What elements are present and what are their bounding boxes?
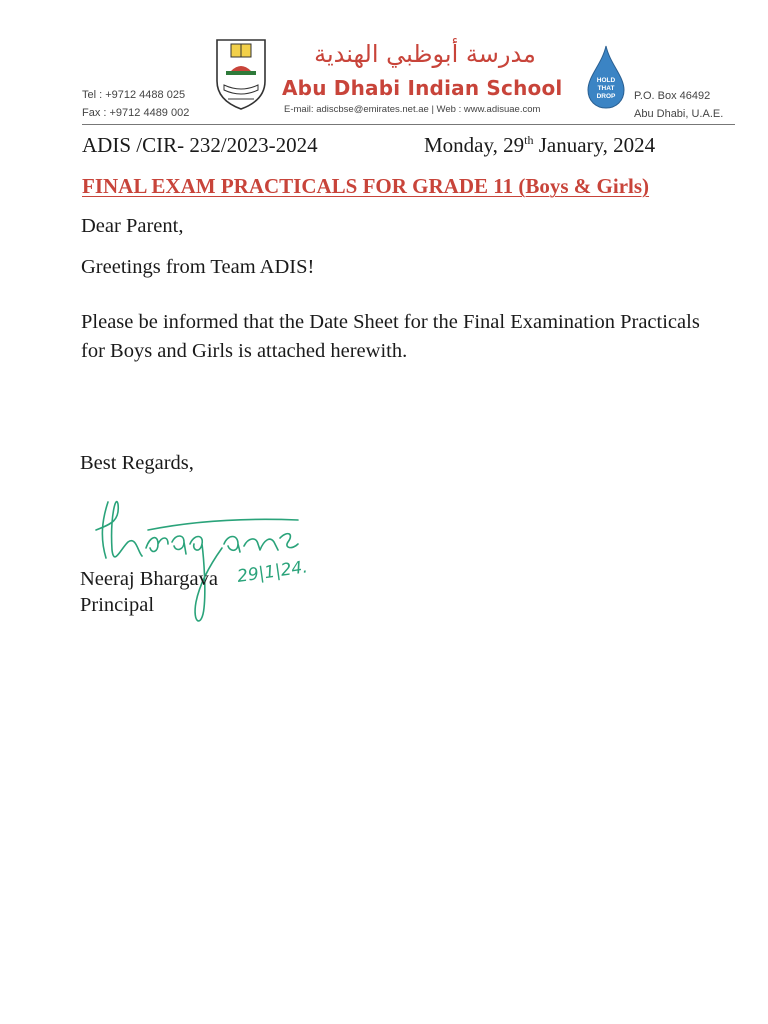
body-paragraph: Please be informed that the Date Sheet for the Final Examination Practicals for Boys and Girls is attached herewith.	[81, 311, 700, 362]
closing: Best Regards,	[80, 452, 194, 474]
header-divider	[82, 124, 735, 125]
salutation: Dear Parent,	[81, 215, 184, 237]
school-name-arabic: مدرسة أبوظبي الهندية	[314, 40, 536, 68]
date-rest: January, 2024	[533, 133, 656, 157]
school-name: Abu Dhabi Indian School	[282, 76, 563, 100]
signature-date: 29|1|24.	[235, 557, 309, 587]
date-suffix: th	[524, 133, 534, 147]
telephone: Tel : +9712 4488 025	[82, 89, 186, 101]
drop-logo-word: THAT	[597, 85, 615, 92]
drop-logo-word: HOLD	[596, 77, 616, 84]
contact-block	[82, 86, 189, 122]
school-crest-icon	[214, 37, 268, 111]
city: Abu Dhabi, U.A.E.	[634, 108, 724, 120]
letter-subject: FINAL EXAM PRACTICALS FOR GRADE 11 (Boys & Girls)	[82, 174, 650, 198]
date-weekday: Monday, 29	[424, 133, 525, 157]
email-web-line: E-mail: adiscbse@emirates.net.ae | Web : www.adisuae.com	[284, 104, 541, 115]
address-block	[634, 87, 723, 123]
po-box: P.O. Box 46492	[634, 90, 711, 102]
fax: Fax : +9712 4489 002	[82, 107, 190, 119]
water-drop-logo-icon	[584, 44, 628, 110]
greeting: Greetings from Team ADIS!	[81, 256, 315, 278]
letter-date	[424, 133, 655, 158]
circular-reference: ADIS /CIR- 232/2023-2024	[82, 133, 318, 157]
signatory-name: Neeraj Bhargava	[80, 568, 218, 590]
drop-logo-word: DROP	[596, 93, 616, 100]
signatory-title: Principal	[80, 594, 155, 616]
